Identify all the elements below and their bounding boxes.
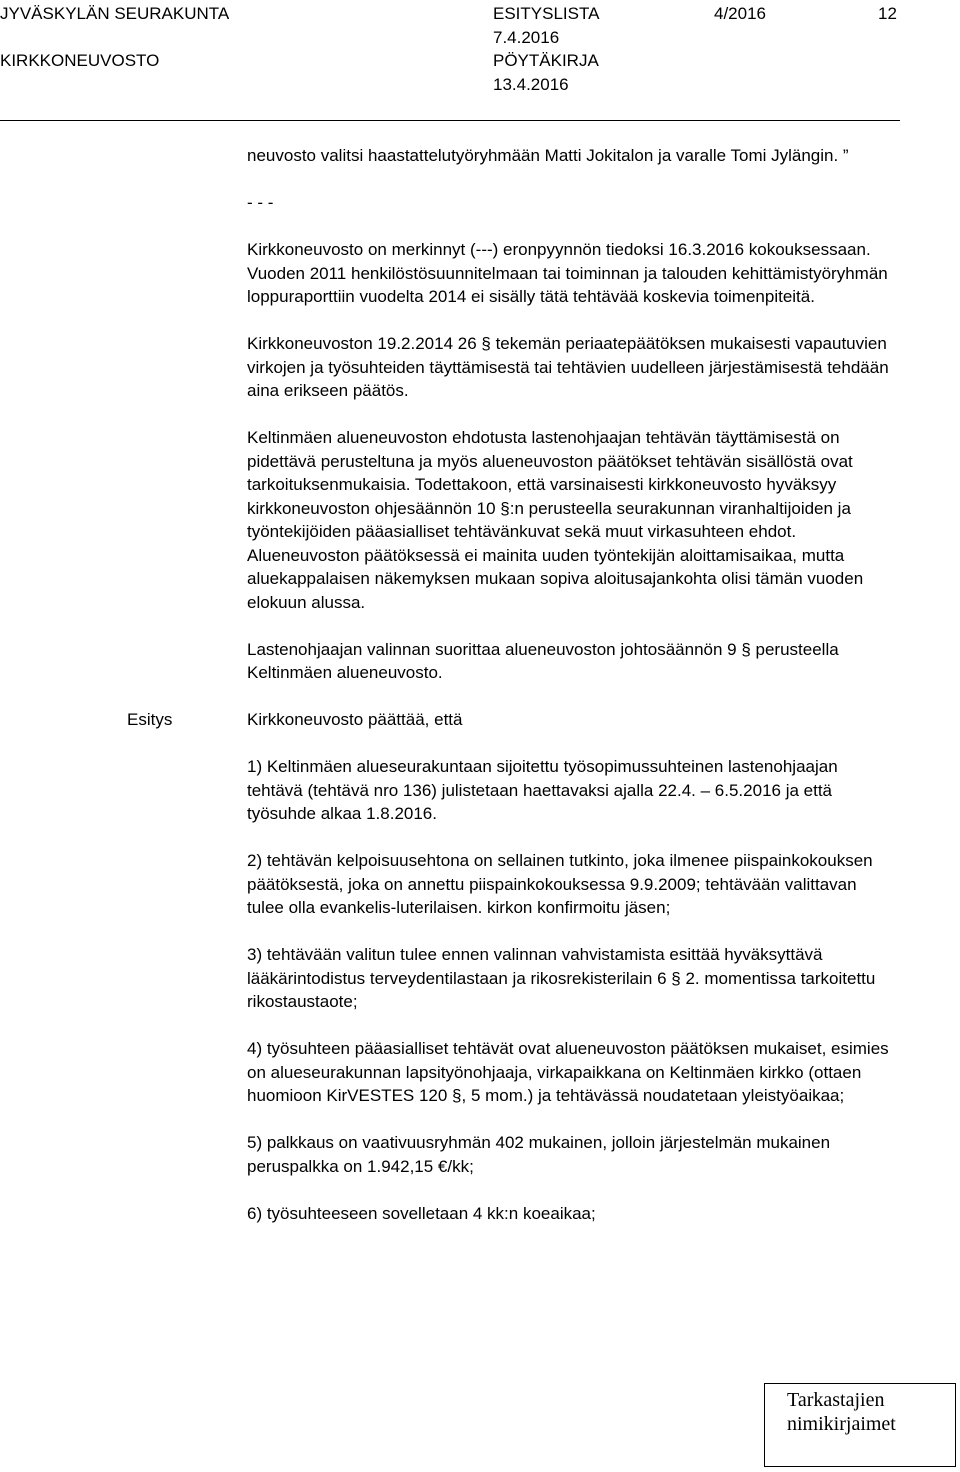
decision-item: 4) työsuhteen pääasialliset tehtävät ovat alueneuvoston päätöksen mukaiset, esimies on alueseurakunnan lapsityönohjaaja, virkapaikkana on Keltinmäen kirkko (ottaen huomioon KirVESTES 120 §, 5 mom.) ja tehtävässä noudatetaan yleistyöaikaa; (247, 1039, 889, 1105)
stamp-line-2: nimikirjaimet (787, 1413, 896, 1435)
document-body (247, 144, 895, 1249)
decision-item: 2) tehtävän kelpoisuusehtona on sellainen tutkinto, joka ilmenee piispainkokouksen päätöksestä, joka on annettu piispainkokouksessa 9.9.2009; tehtävään valittavan tulee olla evankelis-luterilaisen. kirkon konfirmoitu jäsen; (247, 851, 873, 917)
header-date-2: 13.4.2016 (493, 75, 569, 94)
header-doc-type-2: PÖYTÄKIRJA (493, 51, 599, 70)
header-doc-type-1: ESITYSLISTA (493, 4, 600, 23)
initials-stamp (764, 1383, 956, 1467)
header-date-1: 7.4.2016 (493, 28, 560, 47)
esitys-intro: Kirkkoneuvosto päättää, että (247, 710, 463, 729)
stamp-line-1: Tarkastajien (787, 1389, 885, 1411)
header-page-number: 12 (878, 4, 897, 23)
decision-item: 3) tehtävään valitun tulee ennen valinnan vahvistamista esittää hyväksyttävä lääkärintodistus terveydentilastaan ja rikosrekisterilain 6 § 2. momentissa tarkoitettu rikostaustaote; (247, 945, 876, 1011)
paragraph: Lastenohjaajan valinnan suorittaa alueneuvoston johtosäännön 9 § perusteella Keltinmäen alueneuvosto. (247, 639, 839, 682)
header-doc-number: 4/2016 (714, 4, 766, 23)
header-divider (0, 120, 900, 121)
separator: - - - (247, 193, 274, 212)
paragraph: Kirkkoneuvoston 19.2.2014 26 § tekemän periaatepäätöksen mukaisesti vapautuvien virkojen ja työsuhteiden täyttämisestä tai tehtävien uudelleen järjestämisestä tehdään aina erikseen päätös. (247, 334, 889, 400)
paragraph: Kirkkoneuvosto on merkinnyt (---) eronpyynnön tiedoksi 16.3.2016 kokouksessaan. Vuoden 2011 henkilöstösuunnitelmaan tai toiminnan ja talouden kehittämistyöryhmän loppuraporttiin vuodelta 2014 ei sisälly tätä tehtävää koskevia toimenpiteitä. (247, 240, 888, 306)
decision-item: 6) työsuhteeseen sovelletaan 4 kk:n koeaikaa; (247, 1203, 596, 1223)
esitys-label: Esitys (127, 710, 173, 729)
paragraph: Keltinmäen alueneuvoston ehdotusta lastenohjaajan tehtävän täyttämisestä on pidettävä perusteltuna ja myös alueneuvoston päätökset tehtävän sisällöstä ovat tarkoituksenmukaisia. Todettakoon, että varsinaisesti kirkkoneuvosto hyväksyy kirkkoneuvoston ohjesäännön 10 §:n perusteella seurakunnan viranhaltijoiden ja työntekijöiden pääasialliset tehtävänkuvat sekä muut virkasuhteen ehdot. Alueneuvoston päätöksessä ei mainita uuden työntekijän aloittamisaikaa, mutta aluekappalaisen näkemyksen mukaan sopiva aloitusajankohta olisi tämän vuoden elokuun alussa. (247, 428, 864, 612)
header-board: KIRKKONEUVOSTO (0, 51, 160, 70)
paragraph: neuvosto valitsi haastattelutyöryhmään Matti Jokitalon ja varalle Tomi Jylängin. ” (247, 146, 849, 165)
decision-item: 1) Keltinmäen alueseurakuntaan sijoitettu työsopimussuhteinen lastenohjaajan tehtävä (tehtävä nro 136) julistetaan haettavaksi ajalla 22.4. – 6.5.2016 ja että työsuhde alkaa 1.8.2016. (247, 757, 838, 823)
header-org: JYVÄSKYLÄN SEURAKUNTA (0, 4, 230, 23)
decision-item: 5) palkkaus on vaativuusryhmän 402 mukainen, jolloin järjestelmän mukainen peruspalkka on 1.942,15 €/kk; (247, 1133, 831, 1176)
